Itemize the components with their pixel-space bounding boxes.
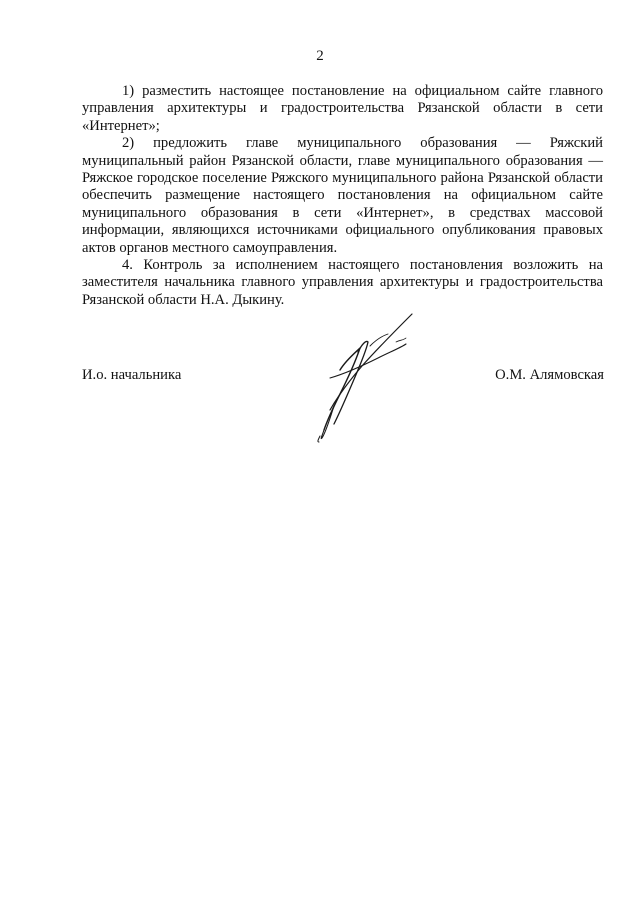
signatory-name: О.М. Алямовская — [495, 367, 604, 383]
paragraph-propose-municipal: 2) предложить главе муниципального образования — Ряжский муниципальный район Рязанской области, главе муниципального образования — Ряжское городское поселение Ряжского муниципального района Рязанской области обеспечить размещение настоящего постановления на официальном сайте муниципального образования в сети «Интернет», в средствах массовой информации, являющихся источниками официального опубликования правовых актов органов местного самоуправления. — [82, 135, 603, 256]
handwritten-signature — [300, 308, 430, 443]
signatory-title: И.о. начальника — [82, 367, 182, 383]
page-number: 2 — [316, 48, 324, 64]
paragraph-control: 4. Контроль за исполнением настоящего постановления возложить на заместителя начальника главного управления архитектуры и градостроительства Рязанской области Н.А. Дыкину. — [82, 257, 603, 308]
paragraph-publish-site: 1) разместить настоящее постановление на официальном сайте главного управления архитектуры и градостроительства Рязанской области в сети «Интернет»; — [82, 83, 603, 134]
document-body — [82, 83, 603, 309]
